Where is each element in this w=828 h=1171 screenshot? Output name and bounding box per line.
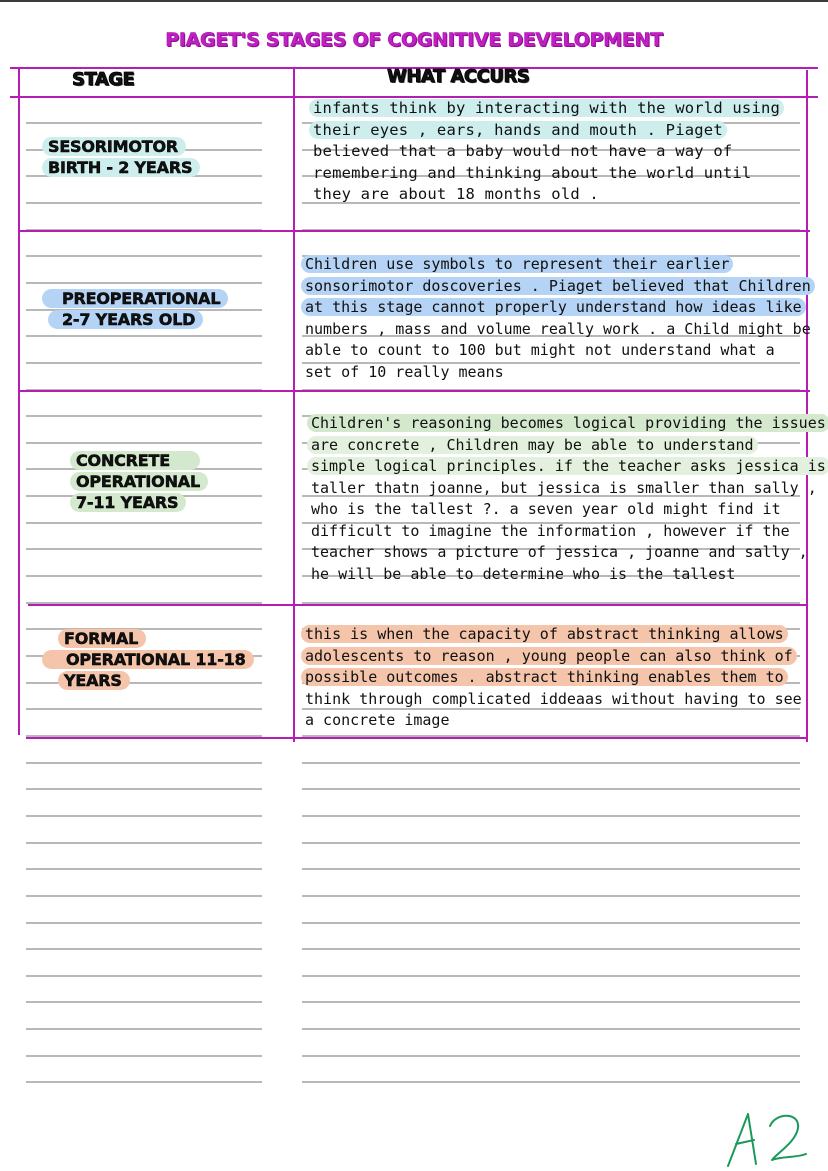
description-line: taller thatn joanne, but jessica is smaller than sally , [311,478,817,497]
description-line: simple logical principles. if the teacher asks jessica is [307,457,828,475]
description-line: sonsorimotor doscoveries . Piaget believed that Children [301,277,815,295]
stage-age-range: 7-11 YEARS [70,493,186,512]
ruled-line [302,815,800,817]
ruled-line [302,1001,800,1003]
description-line: he will be able to determine who is the tallest [311,564,736,583]
top-edge [0,0,828,2]
header-what-occurs: WHAT ACCURS [387,66,530,87]
description-line: Children use symbols to represent their earlier [301,255,733,273]
description-preoperational [305,254,811,383]
description-concrete-operational [311,413,826,585]
description-line: teacher shows a picture of jessica , joanne and sally , [311,543,808,561]
description-line: think through complicated iddeaas without having to see [305,689,802,708]
ruled-line [26,1055,262,1057]
ruled-line [302,948,800,950]
stage-name: CONCRETE [70,451,200,470]
description-line: difficult to imagine the information , however if the [311,521,790,540]
stage-name: SESORIMOTOR [42,137,186,156]
ruled-line [302,975,800,977]
stage-label-concrete-operational [78,450,208,513]
stage-name: PREOPERATIONAL [42,289,228,308]
column-divider [293,67,295,742]
ruled-line [302,842,800,844]
ruled-line [26,335,262,337]
header-stage: STAGE [72,69,135,90]
ruled-line [26,1001,262,1003]
ruled-line [302,1081,800,1083]
ruled-line [26,1028,262,1030]
description-line: numbers , mass and volume really work . a Child might be [305,319,811,338]
ruled-line [26,895,262,897]
description-line: infants think by interacting with the world using [309,99,784,117]
ruled-line [26,815,262,817]
ruled-line [26,948,262,950]
table-bottom-border [26,737,808,739]
description-line: their eyes , ears, hands and mouth . Piaget [309,121,727,139]
table-right-border [806,70,808,742]
ruled-line [26,255,262,257]
ruled-line [26,868,262,870]
stage-label-formal-operational [66,628,254,691]
ruled-line [26,548,262,550]
ruled-line [26,415,262,417]
page-label-a2-handwritten [720,1108,820,1168]
ruled-line [26,575,262,577]
description-line: a concrete image [305,711,450,729]
description-line: possible outcomes . abstract thinking enables them to [301,668,788,686]
ruled-line [26,708,262,710]
row-divider-3 [28,604,808,606]
ruled-line [302,895,800,897]
ruled-line [26,788,262,790]
description-line: remembering and thinking about the world until [313,163,752,182]
ruled-line [26,442,262,444]
row-divider-1 [18,230,810,232]
ruled-line [26,842,262,844]
description-line: they are about 18 months old . [313,185,599,203]
ruled-line [26,1081,262,1083]
description-line: are concrete , Children may be able to understand [307,436,758,454]
ruled-line [26,522,262,524]
description-formal-operational [305,624,802,732]
stage-age-range: YEARS [58,671,130,690]
stage-name-continued: OPERATIONAL [70,472,208,491]
ruled-line [26,282,262,284]
description-line: at this stage cannot properly understand how ideas like [301,298,806,316]
ruled-line [26,122,262,124]
description-line: able to count to 100 but might not understand what a [305,341,775,359]
stage-label-preoperational [62,288,228,330]
stage-label-sensorimotor [50,136,200,178]
description-line: Children's reasoning becomes logical providing the issues [307,414,828,432]
description-line: who is the tallest ?. a seven year old might find it [311,500,781,518]
description-sensorimotor [313,98,780,206]
ruled-line [302,922,800,924]
stage-name-continued: OPERATIONAL 11-18 [42,650,254,669]
description-line: set of 10 really means [305,362,504,381]
page-title: PIAGET'S STAGES OF COGNITIVE DEVELOPMENT [165,29,663,51]
ruled-line [26,202,262,204]
table-left-border [18,67,20,735]
ruled-line [302,1055,800,1057]
description-line: believed that a baby would not have a way of [313,142,733,160]
stage-age-range: 2-7 YEARS OLD [48,310,203,329]
ruled-line [302,788,800,790]
description-line: adolescents to reason , young people can also think of [301,647,797,665]
ruled-line [302,1028,800,1030]
stage-age-range: BIRTH - 2 YEARS [42,158,200,177]
ruled-line [26,975,262,977]
row-divider-2 [18,390,810,392]
description-line: this is when the capacity of abstract thinking allows [301,625,788,643]
ruled-line [26,922,262,924]
ruled-line [302,868,800,870]
ruled-line [26,762,262,764]
ruled-line [26,362,262,364]
ruled-line [302,762,800,764]
stage-name: FORMAL [58,629,146,648]
